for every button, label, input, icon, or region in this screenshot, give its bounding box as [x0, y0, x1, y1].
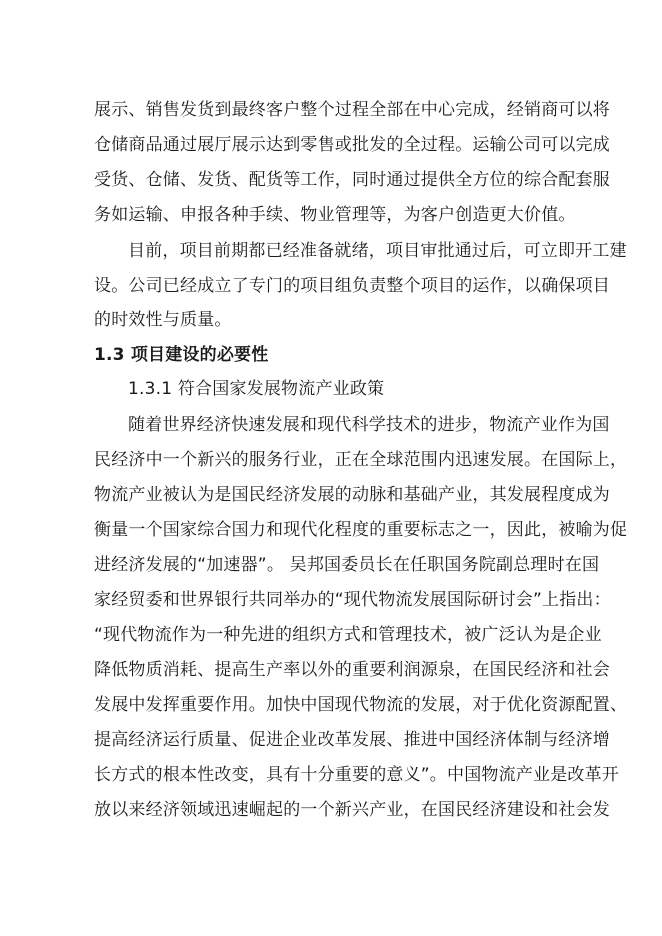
paragraph-line: 随着世界经济快速发展和现代科学技术的进步，物流产业作为国	[128, 415, 610, 435]
paragraph-line: 目前，项目前期都已经准备就绪，项目审批通过后，可立即开工建	[128, 241, 627, 261]
paragraph-line: 务如运输、申报各种手续、物业管理等，为客户创造更大价值。	[94, 205, 576, 225]
paragraph-line: 放以来经济领域迅速崛起的一个新兴产业，在国民经济建设和社会发	[94, 800, 610, 820]
paragraph-line: 民经济中一个新兴的服务行业，正在全球范围内迅速发展。在国际上，	[94, 450, 628, 470]
paragraph-line: “现代物流作为一种先进的组织方式和管理技术，被广泛认为是企业	[94, 625, 602, 645]
paragraph-line: 长方式的根本性改变，具有十分重要的意义”。中国物流产业是改革开	[94, 765, 620, 785]
paragraph-line: 展示、销售发货到最终客户整个过程全部在中心完成，经销商可以将	[94, 100, 610, 120]
paragraph-line: 受货、仓储、发货、配货等工作，同时通过提供全方位的综合配套服	[94, 170, 610, 190]
paragraph-line: 家经贸委和世界银行共同举办的“现代物流发展国际研讨会”上指出：	[94, 590, 611, 610]
paragraph-line: 的时效性与质量。	[94, 310, 232, 330]
paragraph-line: 物流产业被认为是国民经济发展的动脉和基础产业，其发展程度成为	[94, 485, 610, 505]
paragraph-line: 发展中发挥重要作用。加快中国现代物流的发展，对于优化资源配置、	[94, 695, 628, 715]
paragraph-line: 设。公司已经成立了专门的项目组负责整个项目的运作，以确保项目	[94, 276, 610, 296]
paragraph-line: 仓储商品通过展厅展示达到零售或批发的全过程。运输公司可以完成	[94, 135, 610, 155]
subsection-heading: 1.3.1 符合国家发展物流产业政策	[128, 379, 385, 399]
paragraph-line: 提高经济运行质量、促进企业改革发展、推进中国经济体制与经济增	[94, 730, 610, 750]
section-heading: 1.3 项目建设的必要性	[94, 345, 269, 365]
paragraph-line: 降低物质消耗、提高生产率以外的重要利润源泉，在国民经济和社会	[94, 660, 610, 680]
paragraph-line: 衡量一个国家综合国力和现代化程度的重要标志之一，因此，被喻为促	[94, 520, 628, 540]
paragraph-line: 进经济发展的“加速器”。 吴邦国委员长在任职国务院副总理时在国	[94, 555, 600, 575]
